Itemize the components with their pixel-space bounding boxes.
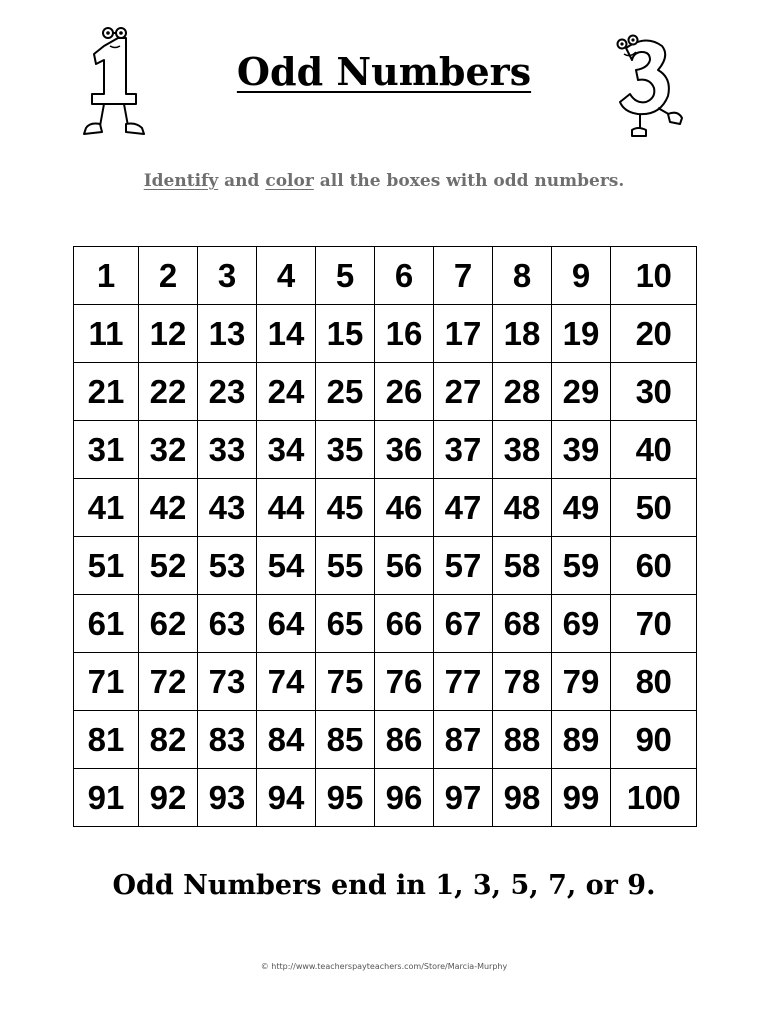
number-box[interactable]: 65 xyxy=(316,595,375,653)
number-box[interactable]: 14 xyxy=(257,305,316,363)
number-box[interactable]: 25 xyxy=(316,363,375,421)
number-box[interactable]: 79 xyxy=(552,653,611,711)
number-box[interactable]: 27 xyxy=(434,363,493,421)
number-box[interactable]: 7 xyxy=(434,247,493,305)
number-box[interactable]: 21 xyxy=(74,363,139,421)
number-box[interactable]: 28 xyxy=(493,363,552,421)
number-box[interactable]: 3 xyxy=(198,247,257,305)
number-box[interactable]: 23 xyxy=(198,363,257,421)
number-box[interactable]: 100 xyxy=(611,769,697,827)
number-box[interactable]: 66 xyxy=(375,595,434,653)
grid-row xyxy=(74,363,697,421)
number-box[interactable]: 69 xyxy=(552,595,611,653)
number-box[interactable]: 92 xyxy=(139,769,198,827)
number-box[interactable]: 2 xyxy=(139,247,198,305)
number-box[interactable]: 58 xyxy=(493,537,552,595)
number-box[interactable]: 39 xyxy=(552,421,611,479)
number-box[interactable]: 40 xyxy=(611,421,697,479)
number-box[interactable]: 89 xyxy=(552,711,611,769)
number-box[interactable]: 36 xyxy=(375,421,434,479)
grid-row xyxy=(74,769,697,827)
number-box[interactable]: 49 xyxy=(552,479,611,537)
number-box[interactable]: 50 xyxy=(611,479,697,537)
number-box[interactable]: 99 xyxy=(552,769,611,827)
number-box[interactable]: 32 xyxy=(139,421,198,479)
number-box[interactable]: 97 xyxy=(434,769,493,827)
number-box[interactable]: 16 xyxy=(375,305,434,363)
number-box[interactable]: 48 xyxy=(493,479,552,537)
number-box[interactable]: 64 xyxy=(257,595,316,653)
number-box[interactable]: 45 xyxy=(316,479,375,537)
number-box[interactable]: 12 xyxy=(139,305,198,363)
number-box[interactable]: 22 xyxy=(139,363,198,421)
number-box[interactable]: 57 xyxy=(434,537,493,595)
number-box[interactable]: 84 xyxy=(257,711,316,769)
grid-row xyxy=(74,711,697,769)
number-box[interactable]: 63 xyxy=(198,595,257,653)
number-box[interactable]: 55 xyxy=(316,537,375,595)
number-box[interactable]: 87 xyxy=(434,711,493,769)
number-box[interactable]: 4 xyxy=(257,247,316,305)
number-box[interactable]: 9 xyxy=(552,247,611,305)
number-box[interactable]: 51 xyxy=(74,537,139,595)
number-box[interactable]: 59 xyxy=(552,537,611,595)
number-box[interactable]: 68 xyxy=(493,595,552,653)
number-box[interactable]: 77 xyxy=(434,653,493,711)
number-box[interactable]: 88 xyxy=(493,711,552,769)
number-box[interactable]: 96 xyxy=(375,769,434,827)
number-box[interactable]: 30 xyxy=(611,363,697,421)
number-box[interactable]: 5 xyxy=(316,247,375,305)
number-box[interactable]: 34 xyxy=(257,421,316,479)
number-box[interactable]: 18 xyxy=(493,305,552,363)
number-box[interactable]: 6 xyxy=(375,247,434,305)
number-box[interactable]: 44 xyxy=(257,479,316,537)
number-box[interactable]: 78 xyxy=(493,653,552,711)
number-box[interactable]: 20 xyxy=(611,305,697,363)
grid-row xyxy=(74,479,697,537)
number-box[interactable]: 67 xyxy=(434,595,493,653)
number-box[interactable]: 42 xyxy=(139,479,198,537)
number-box[interactable]: 85 xyxy=(316,711,375,769)
number-box[interactable]: 43 xyxy=(198,479,257,537)
number-box[interactable]: 93 xyxy=(198,769,257,827)
number-box[interactable]: 56 xyxy=(375,537,434,595)
number-box[interactable]: 98 xyxy=(493,769,552,827)
number-box[interactable]: 52 xyxy=(139,537,198,595)
instruction-word-identify: Identify xyxy=(143,171,219,191)
odd-number-rule: Odd Numbers end in 1, 3, 5, 7, or 9. xyxy=(112,870,656,901)
grid-row xyxy=(74,247,697,305)
number-box[interactable]: 15 xyxy=(316,305,375,363)
number-box[interactable]: 11 xyxy=(74,305,139,363)
number-box[interactable]: 1 xyxy=(74,247,139,305)
number-box[interactable]: 17 xyxy=(434,305,493,363)
number-box[interactable]: 60 xyxy=(611,537,697,595)
number-box[interactable]: 94 xyxy=(257,769,316,827)
number-box[interactable]: 70 xyxy=(611,595,697,653)
number-three-character-icon xyxy=(606,30,692,142)
number-box[interactable]: 13 xyxy=(198,305,257,363)
instruction-text-and: and xyxy=(218,171,266,191)
number-box[interactable]: 90 xyxy=(611,711,697,769)
instruction-text-rest: all the boxes with odd numbers. xyxy=(313,171,625,191)
number-box[interactable]: 76 xyxy=(375,653,434,711)
number-box[interactable]: 19 xyxy=(552,305,611,363)
number-box[interactable]: 62 xyxy=(139,595,198,653)
number-box[interactable]: 24 xyxy=(257,363,316,421)
number-box[interactable]: 54 xyxy=(257,537,316,595)
number-box[interactable]: 26 xyxy=(375,363,434,421)
number-box[interactable]: 81 xyxy=(74,711,139,769)
number-box[interactable]: 82 xyxy=(139,711,198,769)
instructions xyxy=(0,168,768,194)
number-box[interactable]: 46 xyxy=(375,479,434,537)
number-box[interactable]: 53 xyxy=(198,537,257,595)
hundreds-chart xyxy=(73,246,697,827)
number-box[interactable]: 71 xyxy=(74,653,139,711)
number-box[interactable]: 61 xyxy=(74,595,139,653)
number-box[interactable]: 73 xyxy=(198,653,257,711)
number-box[interactable]: 33 xyxy=(198,421,257,479)
grid-row xyxy=(74,421,697,479)
number-box[interactable]: 29 xyxy=(552,363,611,421)
number-box[interactable]: 47 xyxy=(434,479,493,537)
grid-row xyxy=(74,595,697,653)
number-box[interactable]: 10 xyxy=(611,247,697,305)
number-box[interactable]: 35 xyxy=(316,421,375,479)
number-box[interactable]: 72 xyxy=(139,653,198,711)
grid-row xyxy=(74,653,697,711)
number-box[interactable]: 74 xyxy=(257,653,316,711)
number-box[interactable]: 31 xyxy=(74,421,139,479)
copyright-footer: © http://www.teacherspayteachers.com/Store/Marcia-Murphy xyxy=(260,962,508,971)
number-box[interactable]: 80 xyxy=(611,653,697,711)
number-box[interactable]: 8 xyxy=(493,247,552,305)
page-title-text: Odd Numbers xyxy=(236,49,532,94)
number-box[interactable]: 38 xyxy=(493,421,552,479)
number-box[interactable]: 75 xyxy=(316,653,375,711)
number-box[interactable]: 83 xyxy=(198,711,257,769)
number-box[interactable]: 91 xyxy=(74,769,139,827)
number-box[interactable]: 95 xyxy=(316,769,375,827)
grid-row xyxy=(74,305,697,363)
number-box[interactable]: 37 xyxy=(434,421,493,479)
instruction-word-color: color xyxy=(265,171,314,191)
number-box[interactable]: 86 xyxy=(375,711,434,769)
grid-row xyxy=(74,537,697,595)
number-box[interactable]: 41 xyxy=(74,479,139,537)
